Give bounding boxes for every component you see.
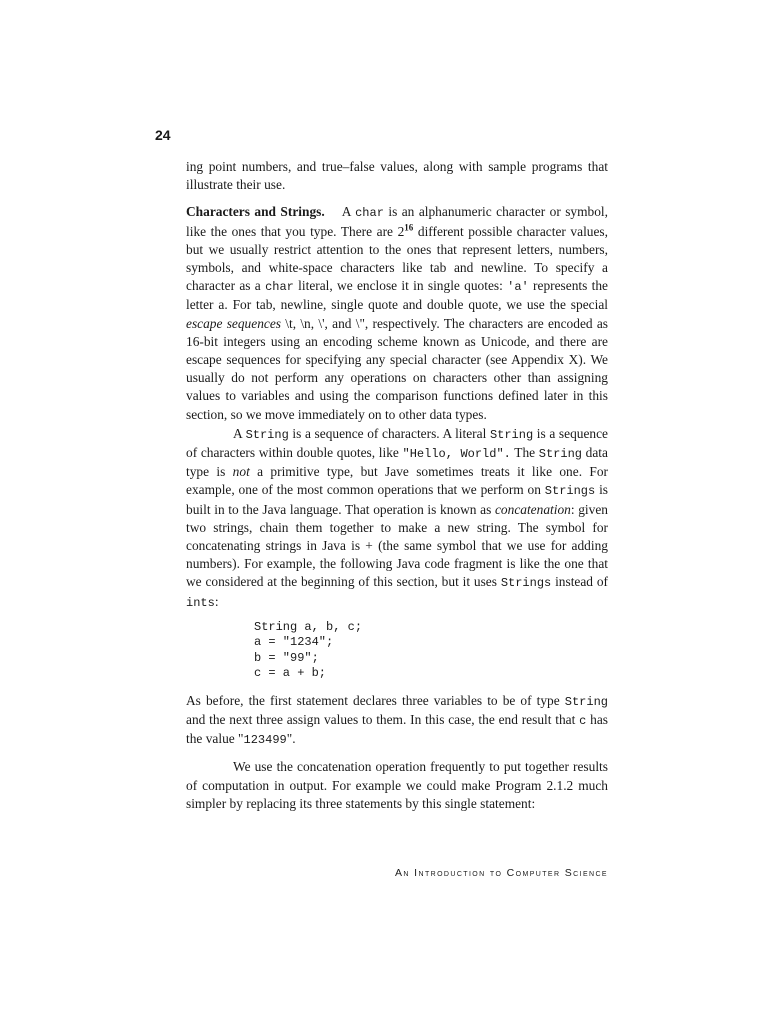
emphasis: concatenation [494,501,571,517]
code-inline: String [538,447,582,462]
text-run: different possible character values, but we usually restrict attention to the ones that represent letters, numbers, symbols, and white-space characters like tab and newline. To specify a character as a [186,223,608,294]
code-inline: "Hello, World". [402,447,511,462]
text-run: As before, the first statement declares three variables to be of type [186,692,565,708]
intro-text: ing point numbers, and true–false values, along with sample programs that illustrate their use. [186,159,608,193]
text-run: A [233,425,246,441]
text-run: : [214,593,219,609]
code-inline: Strings [544,484,596,499]
exponent: 16 [404,222,414,233]
characters-paragraph [186,203,608,423]
code-inline: String [489,427,534,442]
text-run: is a sequence of characters. A literal [288,425,490,441]
text-run: represents the letter a. For tab, newline, single quote and double quote, we use the special [186,278,608,313]
code-inline: c [579,714,587,729]
text-run: A [341,204,356,220]
code-inline: 'a' [507,280,529,295]
text-run: is built in to the Java language. That operation is known as [186,482,608,517]
running-footer: An Introduction to Computer Science [395,867,608,879]
concatenation-paragraph [186,758,608,813]
text-run: data type is [186,445,608,480]
emphasis: escape sequences [186,315,281,331]
code-line: c = a + b; [254,666,327,681]
after-code-paragraph [186,692,608,750]
text-run: has the value " [186,712,608,747]
code-inline: String [564,694,608,709]
emphasis: not [232,464,250,480]
code-inline: 123499 [243,733,287,748]
text-run: and the next three assign values to them. In this case, the end result that [186,712,580,728]
intro-paragraph [186,158,608,194]
code-line: a = "1234"; [254,635,334,650]
text-run: literal, we enclose it in single quotes: [293,278,508,294]
text-run: The [510,445,539,461]
text-run: \t, \n, \', and \", respectively. The characters are encoded as 16-bit integers using an encoding scheme known as Unicode, and there are escape sequences for specifying any special character (see Appendix X). We usually do not perform any operations on characters other than assigning values to variables and using the comparison functions defined later in this section, so we move immediately on to other data types. [186,315,609,422]
code-inline: char [265,280,294,295]
code-line: b = "99"; [254,650,319,665]
code-inline: ints [186,595,215,610]
text-run: a primitive type, but Jave sometimes treats it like one. For example, one of the most common operations that we perform on [186,464,608,498]
code-inline: String [245,427,289,442]
page-number: 24 [155,127,171,143]
text-run: We use the concatenation operation frequently to put together results of computation in output. For example we could make Program 2.1.2 much simpler by replacing its three statements by this single statement: [186,759,608,811]
section-heading: Characters and Strings. [186,204,325,220]
text-run: ". [286,731,296,747]
code-inline: char [355,206,384,221]
code-block [254,620,608,682]
text-run: : given two strings, chain them together to make a new string. The symbol for concatenating strings in Java is + (the same symbol that we use for adding numbers). For example, the following Java code fragment is like the one that we considered at the beginning of this section, but it uses [186,501,608,590]
code-line: String a, b, c; [254,619,363,634]
strings-paragraph [186,425,608,612]
code-inline: Strings [500,576,552,591]
text-run: instead of [551,574,608,590]
text-run: is an alphanumeric character or symbol, like the ones that you type. There are 2 [186,204,608,239]
body-text [186,158,608,822]
text-run: is a sequence of characters within double quotes, like [186,425,608,461]
